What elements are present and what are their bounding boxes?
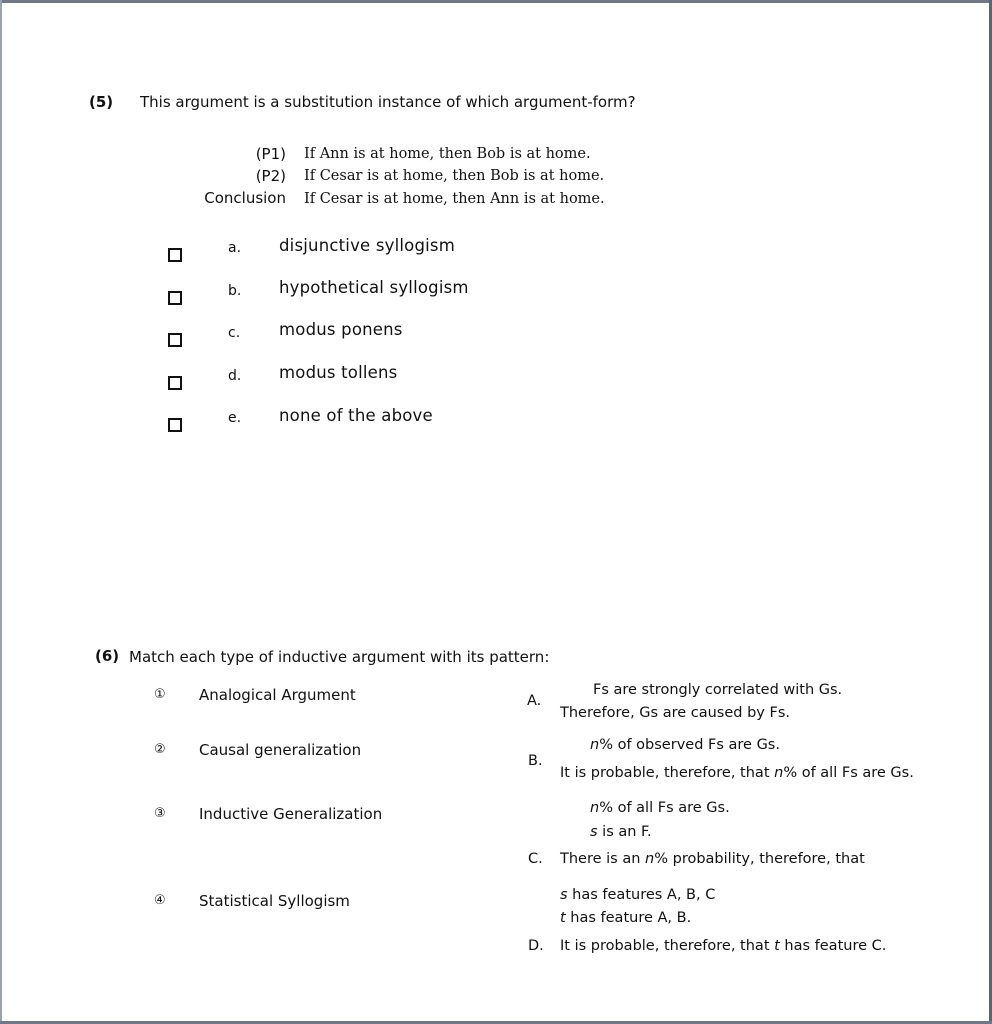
premise-text: If Ann is at home, then Bob is at home. [304,146,591,162]
question-6-prompt: Match each type of inductive argument with its pattern: [129,648,550,666]
option-b-letter: b. [228,283,242,299]
question-6-number: (6) [95,647,120,665]
conclusion-text: If Cesar is at home, then Ann is at home. [304,191,605,207]
pattern-c-letter: C. [528,851,543,867]
window-frame-top [0,0,992,3]
option-d-letter: d. [228,368,242,384]
option-a-checkbox[interactable] [168,248,182,262]
pattern-a-line: Fs are strongly correlated with Gs. [593,682,843,698]
pattern-a-line: Therefore, Gs are caused by Fs. [560,705,790,721]
pattern-c-line: There is an n% probability, therefore, that [560,851,865,867]
argument-type-item: Statistical Syllogism [199,892,350,910]
circled-number-3: ③ [154,806,166,821]
argument-type-item: Causal generalization [199,741,362,759]
argument-type-item: Analogical Argument [199,686,356,704]
pattern-d-line: t has feature A, B. [560,910,692,926]
pattern-d-line: s has features A, B, C [560,887,716,903]
option-e-checkbox[interactable] [168,418,182,432]
pattern-a-letter: A. [527,693,542,709]
circled-number-1: ① [154,687,166,702]
option-d-text: modus tollens [279,363,398,382]
pattern-d-letter: D. [528,938,544,954]
circled-number-2: ② [154,742,166,757]
option-e-letter: e. [228,410,242,426]
question-5-prompt: This argument is a substitution instance of which argument-form? [140,93,636,111]
option-b-checkbox[interactable] [168,291,182,305]
option-b-text: hypothetical syllogism [279,278,469,297]
premise-label: (P1) [255,145,286,163]
option-c-letter: c. [228,325,241,341]
pattern-d-line: It is probable, therefore, that t has feature C. [560,938,887,954]
premise-label: (P2) [255,167,286,185]
option-d-checkbox[interactable] [168,376,182,390]
pattern-b-letter: B. [528,753,543,769]
conclusion-label: Conclusion [204,189,286,207]
circled-number-4: ④ [154,893,166,908]
pattern-c-line: n% of all Fs are Gs. [590,800,730,816]
argument-type-item: Inductive Generalization [199,805,383,823]
pattern-b-line: n% of observed Fs are Gs. [590,737,780,753]
pattern-b-line: It is probable, therefore, that n% of all Fs are Gs. [560,765,914,781]
question-5-number: (5) [89,93,114,111]
option-a-letter: a. [228,240,242,256]
premise-text: If Cesar is at home, then Bob is at home. [304,168,605,184]
pattern-c-line: s is an F. [590,824,652,840]
option-a-text: disjunctive syllogism [279,236,455,255]
option-c-checkbox[interactable] [168,333,182,347]
option-c-text: modus ponens [279,320,403,339]
window-frame-left [0,0,2,1024]
option-e-text: none of the above [279,406,433,425]
